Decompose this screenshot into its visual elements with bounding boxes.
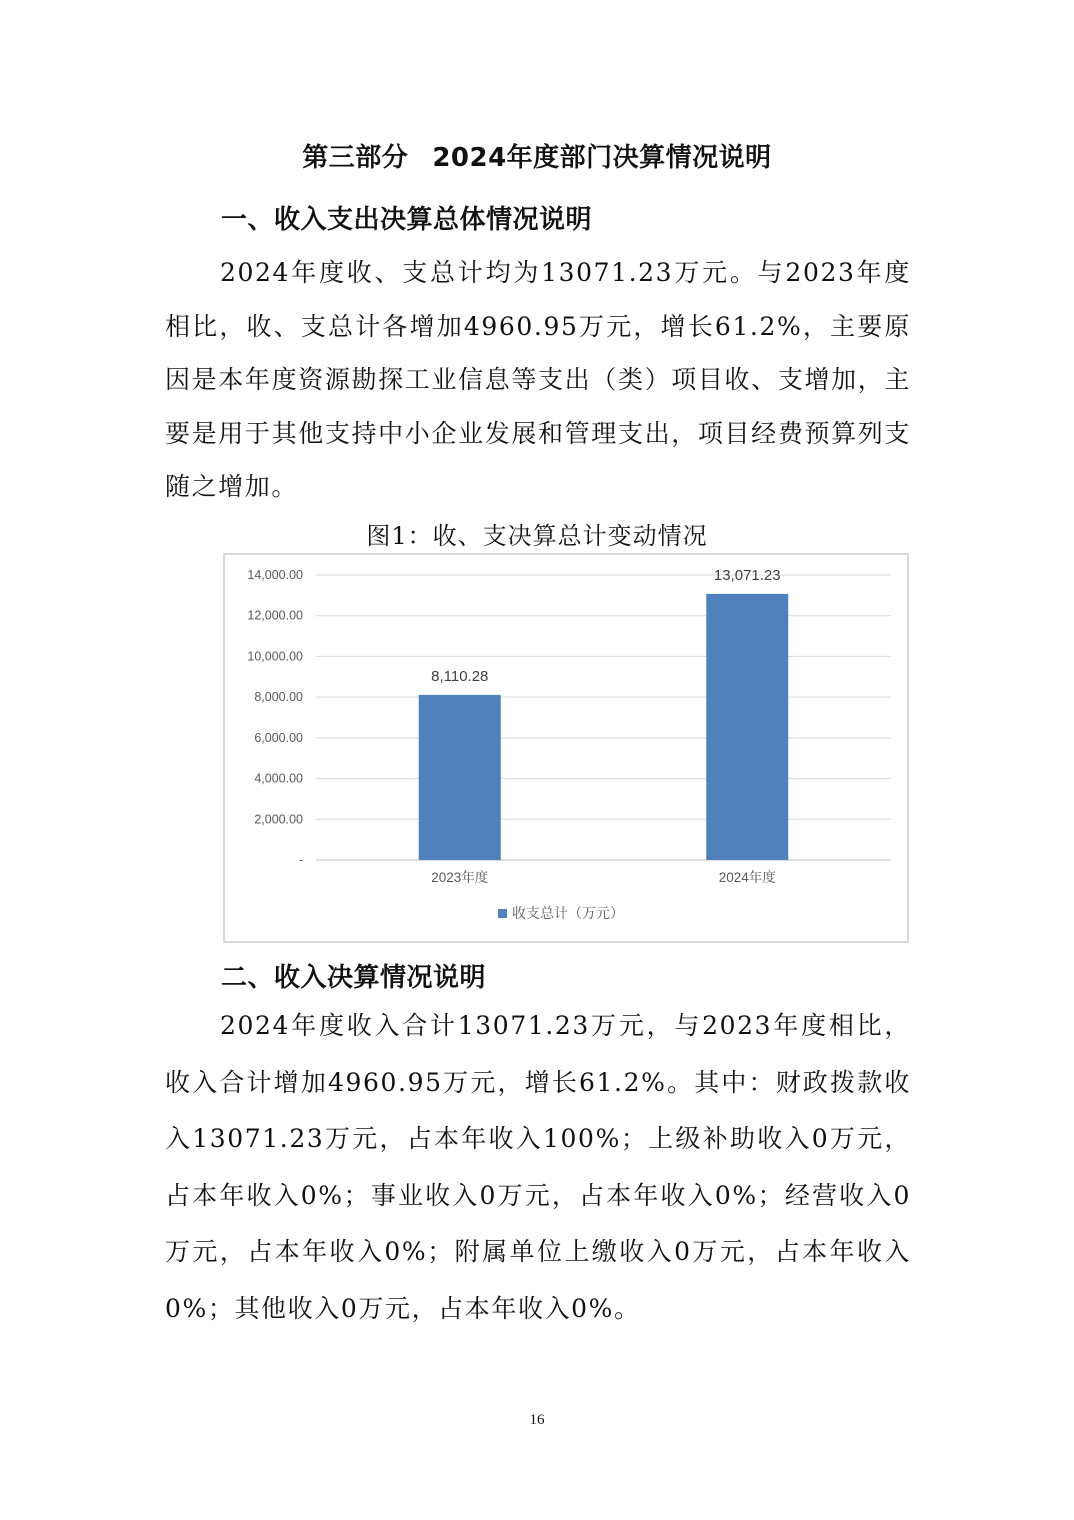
paragraph-overview: 2024年度收、支总计均为13071.23万元。与2023年度相比，收、支总计各增加4960.95万元，增长61.2%，主要原因是本年度资源勘探工业信息等支出（类）项目收、支增加，主要是用于其他支持中小企业发展和管理支出，项目经费预算列支随之增加。 bbox=[165, 258, 911, 501]
legend-label: 收支总计（万元） bbox=[512, 905, 624, 921]
bar bbox=[419, 695, 501, 860]
y-tick-label: 6,000.00 bbox=[254, 730, 303, 745]
y-tick-label: 12,000.00 bbox=[247, 608, 303, 623]
section-title-text: 2024年度部门决算情况说明 bbox=[432, 143, 772, 173]
figure-caption: 图1：收、支决算总计变动情况 bbox=[366, 522, 708, 550]
bar-chart bbox=[223, 553, 909, 943]
y-tick-label: - bbox=[298, 853, 303, 867]
bar-value-label: 8,110.28 bbox=[431, 667, 489, 685]
section-title bbox=[0, 139, 1074, 177]
x-tick-label: 2024年度 bbox=[718, 870, 776, 885]
y-tick-label: 2,000.00 bbox=[254, 812, 303, 827]
legend-swatch bbox=[498, 909, 507, 918]
y-tick-label: 4,000.00 bbox=[254, 771, 303, 786]
y-tick-label: 10,000.00 bbox=[247, 649, 303, 664]
heading-income-details: 二、收入决算情况说明 bbox=[221, 963, 487, 993]
y-tick-label: 8,000.00 bbox=[254, 690, 303, 705]
bar bbox=[706, 594, 788, 860]
section-part-label: 第三部分 bbox=[302, 143, 409, 173]
chart-svg bbox=[225, 555, 911, 945]
paragraph-income-details: 2024年度收入合计13071.23万元，与2023年度相比，收入合计增加4960.95万元，增长61.2%。其中：财政拨款收入13071.23万元，占本年收入100%；上级补助收入0万元，占本年收入0%；事业收入0万元，占本年收入0%；经营收入0万元，占本年收入0%；附属单位上缴收入0万元，占本年收入0%；其他收入0万元，占本年收入0%。 bbox=[165, 1011, 911, 1323]
page-number: 16 bbox=[529, 1412, 545, 1428]
x-tick-label: 2023年度 bbox=[431, 870, 489, 885]
bar-value-label: 13,071.23 bbox=[713, 566, 781, 584]
y-tick-label: 14,000.00 bbox=[247, 568, 303, 582]
heading-income-expense-overview: 一、收入支出决算总体情况说明 bbox=[221, 205, 593, 235]
